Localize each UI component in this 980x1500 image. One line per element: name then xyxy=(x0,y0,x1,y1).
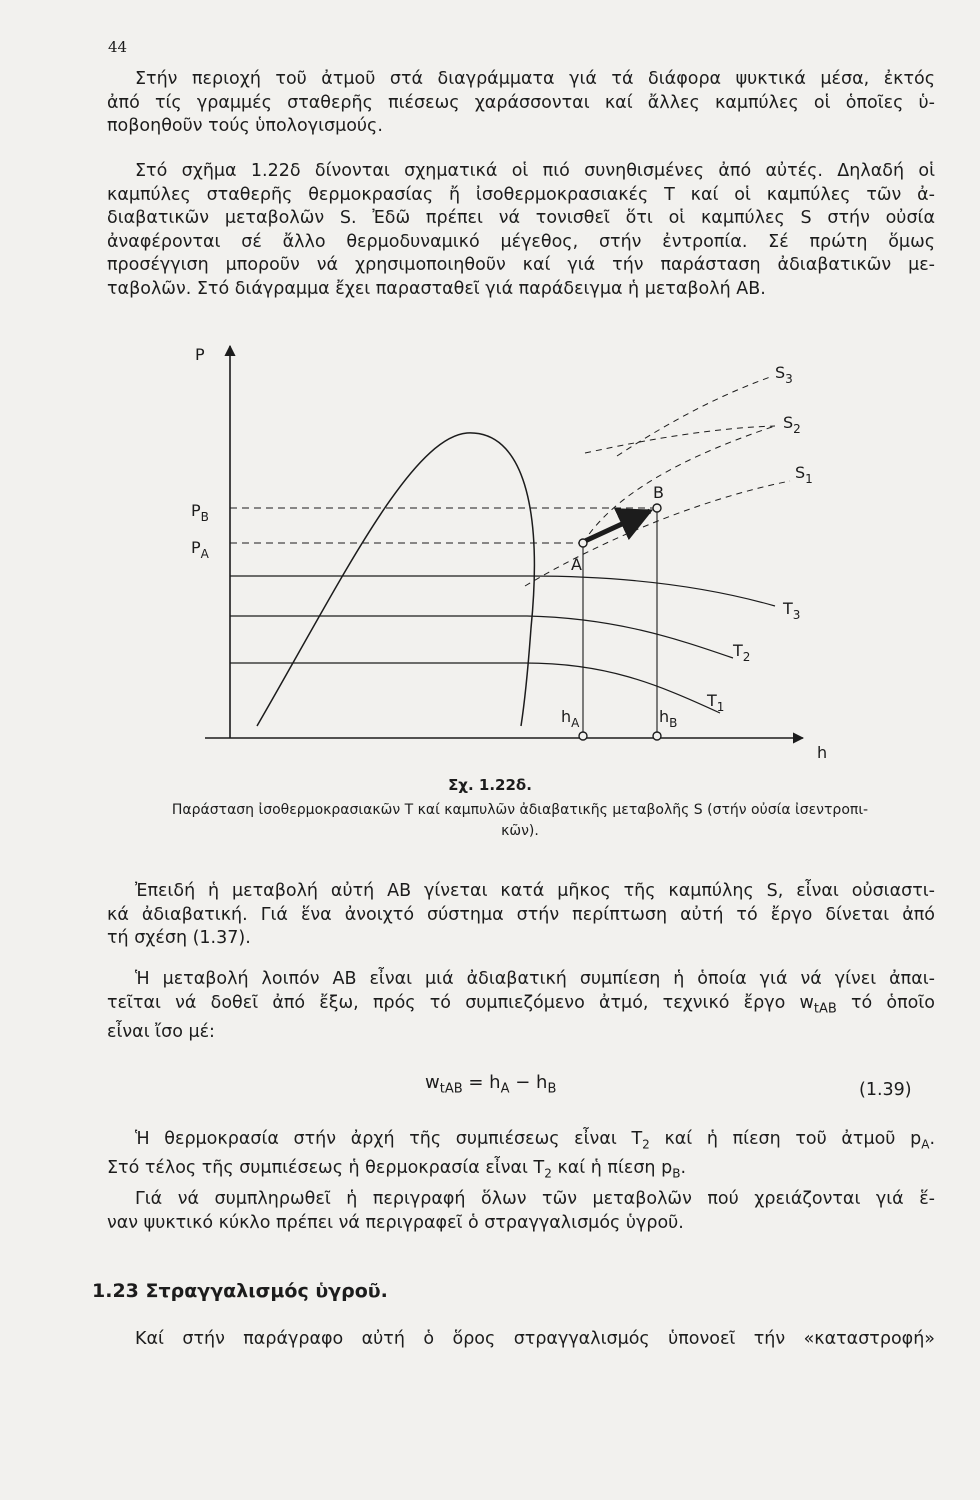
text-line xyxy=(107,992,935,1021)
text-line: ἀπό τίς γραμμές σταθερῆς πιέσεως χαράσσονται καί ἄλλες καμπύλες οἱ ὁποῖες ὑ- xyxy=(107,92,935,113)
text-line: ποβοηθοῦν τούς ὑπολογισμούς. xyxy=(107,116,383,137)
isotherm-t1 xyxy=(230,663,720,713)
paragraph-1 xyxy=(107,68,935,139)
point-b-label: B xyxy=(653,483,664,502)
subscript: 2 xyxy=(642,1137,650,1152)
text-line: εἶναι ἴσο μέ: xyxy=(107,1021,215,1042)
text-fragment: καί ἡ πίεση p xyxy=(551,1158,673,1179)
text-fragment: . xyxy=(929,1129,936,1149)
s1-label: $S_1$ xyxy=(795,463,813,486)
text-line: Γιά νά συμπληρωθεῖ ἡ περιγραφή ὅλων τῶν μεταβολῶν πού χρειάζονται γιά ἕ- xyxy=(135,1189,935,1209)
process-ab-arrow xyxy=(585,511,650,541)
point-hb xyxy=(653,732,661,740)
ha-label: $h_A$ xyxy=(561,707,580,730)
paragraph-7 xyxy=(107,1328,935,1352)
text-line: ναν ψυκτικό κύκλο πρέπει νά περιγραφεῖ ὁ στραγγαλισμός ὑγροῦ. xyxy=(107,1212,684,1233)
s2-label: $S_2$ xyxy=(783,413,801,436)
text-line: προσέγγιση μποροῦν νά χρησιμοποιηθοῦν καί γιά τήν παράσταση ἀδιαβατικῶν με- xyxy=(107,255,935,276)
subscript: tAB xyxy=(813,1001,837,1017)
text-line: Ἐπειδή ἡ μεταβολή αὐτή AB γίνεται κατά μῆκος τῆς καμπύλης S, εἶναι οὐσιαστι- xyxy=(135,881,935,901)
text-fragment: . xyxy=(680,1158,687,1179)
pa-label: $P_A$ xyxy=(191,538,209,561)
subscript: B xyxy=(672,1166,681,1181)
text-fragment: τό ὁποῖο xyxy=(836,992,935,1013)
caption-line: κῶν). xyxy=(501,823,539,839)
text-line: ταβολῶν. Στό διάγραμμα ἔχει παρασταθεῖ γιά παράδειγμα ἡ μεταβολή AB. xyxy=(107,278,766,299)
text-line: Ἡ μεταβολή λοιπόν AB εἶναι μιά ἀδιαβατική συμπίεση ἡ ὁποία γιά νά γίνει ἀπαι- xyxy=(135,969,935,989)
equation-1-39 xyxy=(425,1072,556,1097)
formula-sub: A xyxy=(500,1081,510,1097)
isotherm-t3 xyxy=(230,576,775,606)
text-fragment: τεῖται νά δοθεῖ ἀπό ἔξω, πρός τό συμπιεζόμενο ἀτμό, τεχνικό ἔργο w xyxy=(107,992,814,1013)
page-number: 44 xyxy=(108,38,128,56)
equation-number: (1.39) xyxy=(859,1080,912,1100)
caption-line: Παράσταση ἰσοθερμοκρασιακῶν T καί καμπυλῶν ἀδιαβατικῆς μεταβολῆς S (στήν οὐσία ἰσεντροπι- xyxy=(171,802,869,818)
paragraph-4 xyxy=(107,968,935,1044)
text-line xyxy=(107,1157,935,1186)
t1-label: $T_1$ xyxy=(707,691,725,714)
paragraph-6 xyxy=(107,1188,935,1235)
h-axis-label: h xyxy=(817,743,828,762)
text-line: Στήν περιοχή τοῦ ἀτμοῦ στά διαγράμματα γιά τά διάφορα ψυκτικά μέσα, ἐκτός xyxy=(135,69,935,89)
text-line: τή σχέση (1.37). xyxy=(107,928,251,949)
formula-part: = h xyxy=(462,1072,501,1093)
section-heading: 1.23 Στραγγαλισμός ὑγροῦ. xyxy=(92,1280,388,1302)
pb-label: $P_B$ xyxy=(191,501,209,524)
paragraph-5 xyxy=(107,1128,935,1186)
pressure-enthalpy-diagram xyxy=(185,338,845,768)
text-line: καμπύλες σταθερῆς θερμοκρασίας ἤ ἰσοθερμοκρασιακές T καί οἱ καμπύλες τῶν ἀ- xyxy=(107,184,935,205)
point-a xyxy=(579,539,587,547)
formula-sub: B xyxy=(547,1081,557,1097)
formula-sub: tAB xyxy=(439,1081,463,1097)
point-ha xyxy=(579,732,587,740)
figure-caption-title: Σχ. 1.22δ. xyxy=(448,776,532,794)
point-b xyxy=(653,504,661,512)
saturation-curve xyxy=(257,433,534,726)
paragraph-3 xyxy=(107,880,935,951)
point-a-label: A xyxy=(571,555,582,574)
t3-label: $T_3$ xyxy=(783,599,801,622)
p-axis-label: P xyxy=(195,345,205,364)
hb-label: $h_B$ xyxy=(659,707,678,730)
text-line: ἀναφέρονται σέ ἄλλο θερμοδυναμικό μέγεθος, στήν ἐντροπία. Σέ πρώτη ὅμως xyxy=(107,231,935,252)
isentrope-s3 xyxy=(617,376,773,456)
paragraph-2 xyxy=(107,160,935,302)
text-line: κά ἀδιαβατική. Γιά ἕνα ἀνοιχτό σύστημα στήν περίπτωση αὐτή τό ἔργο δίνεται ἀπό xyxy=(107,904,935,925)
text-line xyxy=(107,1128,935,1157)
subscript: 2 xyxy=(544,1166,552,1181)
text-fragment: Ἡ θερμοκρασία στήν ἀρχή τῆς συμπιέσεως εἶναι T xyxy=(135,1129,643,1149)
formula-part: − h xyxy=(509,1072,548,1093)
text-line: διαβατικῶν μεταβολῶν S. Ἐδῶ πρέπει νά τονισθεῖ ὅτι οἱ καμπύλες S στήν οὐσία xyxy=(107,208,935,229)
text-line: Στό σχῆμα 1.22δ δίνονται σχηματικά οἱ πιό συνηθισμένες ἀπό αὐτές. Δηλαδή οἱ xyxy=(135,161,935,181)
t2-label: $T_2$ xyxy=(733,641,751,664)
text-fragment: καί ἡ πίεση τοῦ ἀτμοῦ p xyxy=(649,1129,922,1149)
isentrope-s2-lower xyxy=(583,426,775,543)
text-line: Καί στήν παράγραφο αὐτή ὁ ὅρος στραγγαλισμός ὑπονοεῖ τήν «καταστροφή» xyxy=(135,1329,935,1349)
figure-caption xyxy=(105,800,935,842)
formula-part: w xyxy=(425,1072,440,1093)
subscript: A xyxy=(921,1137,930,1152)
s3-label: $S_3$ xyxy=(775,363,793,386)
isentrope-s2 xyxy=(585,426,775,453)
text-fragment: Στό τέλος τῆς συμπιέσεως ἡ θερμοκρασία εἶναι T xyxy=(107,1158,545,1179)
